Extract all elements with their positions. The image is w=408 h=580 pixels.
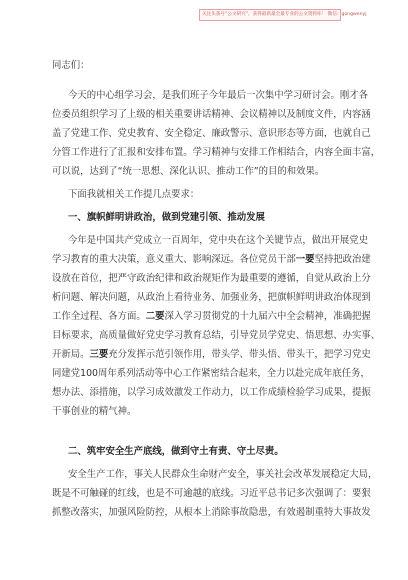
paragraph-2-line-7 xyxy=(52,348,371,361)
paragraph-2-line-5-text: 工作全过程、各方面。 xyxy=(52,311,146,322)
heading-1: 一、旗帜鲜明讲政治，做到党建引领、推动发展 xyxy=(68,212,265,223)
paragraph-1-line-1: 今天的中心组学习会，是我们班子今年最后一次集中学习研讨会。刚才各 xyxy=(68,90,369,101)
paragraph-3-line-1: 安全生产工作，事关人民群众生命财产安全，事关社会改革发展稳定大局， xyxy=(68,469,378,480)
paragraph-2-line-3: 设放在首位，把严守政治纪律和政治规矩作为最重要的遵循，自觉从政治上分 xyxy=(52,273,371,284)
paragraph-2-line-2-text: 学习教育的重大决策，意义重大、影响深远。各位党员干部 xyxy=(52,254,296,265)
paragraph-3-line-2: 既是不可触碰的红线，也是不可逾越的底线。习近平总书记多次强调了：要狠 xyxy=(52,488,371,499)
paragraph-1-line-3: 盖了党建工作、党史教育、安全稳定、廉政警示、意识形态等方面，也就自己 xyxy=(52,128,371,139)
paragraph-1-line-2: 位委员组织学习了上级的相关重要讲话精神、会议精神以及制度文件，内容涵 xyxy=(52,109,371,120)
paragraph-2-line-7-text: 开新局。 xyxy=(52,349,90,360)
paragraph-2-line-6: 目标要求，高质量做好党史学习教育总结，引导党员学党史、悟思想、办实事、 xyxy=(52,330,381,341)
point-two-marker: 二要 xyxy=(145,311,165,322)
intro-line: 下面我就相关工作提几点要求： xyxy=(68,189,200,200)
paragraph-2-line-5 xyxy=(52,310,371,323)
heading-2: 二、筑牢安全生产底线，做到守土有责、守土尽责。 xyxy=(68,446,284,457)
greeting: 同志们： xyxy=(52,60,90,71)
paragraph-2-line-4: 析问题、解决问题，从政治上看待业务、加强业务，把旗帜鲜明讲政治体现到 xyxy=(52,292,371,303)
paragraph-2-line-9: 想办法、添措施，以学习成效激发工作动力，以工作成绩检验学习成果，提振 xyxy=(52,387,371,398)
paragraph-2-line-1: 今年是中国共产党成立一百周年，党中央在这个关键节点，做出开展党史 xyxy=(68,235,369,246)
paragraph-2-line-10: 干事创业的精气神。 xyxy=(52,406,137,417)
paragraph-3-line-3: 抓整改落实，加强风险防控，从根本上消除事故隐患，有效遏制重特大事故发 xyxy=(52,507,371,518)
point-one-marker: 一要 xyxy=(295,254,315,265)
paragraph-2-line-7-tail: 充分发挥示范引领作用，带头学、带头悟、带头干，把学习党史 xyxy=(108,349,371,360)
paragraph-1-line-5: 可以说，达到了“统一思想、深化认识、推动工作”的目的和效果。 xyxy=(52,166,325,177)
header-banner: 关注头条号“公文研究”，获得最新最全最专业的公文资料库！ 微信：gongwenyj xyxy=(199,9,341,21)
paragraph-2-line-5-tail: 深入学习贯彻党的十九届六中全会精神，准确把握 xyxy=(164,311,371,322)
paragraph-2-line-2 xyxy=(52,253,371,266)
point-three-marker: 三要 xyxy=(89,349,109,360)
paragraph-2-line-8: 同建党100周年系列活动等中心工作紧密结合起来，全力以赴完成年底任务， xyxy=(52,368,370,379)
paragraph-1-line-4: 分管工作进行了汇报和安排布置。学习精神与安排工作相结合，内容全面丰富， xyxy=(52,147,381,158)
paragraph-2-line-2-tail: 坚持把政治建 xyxy=(314,254,371,265)
